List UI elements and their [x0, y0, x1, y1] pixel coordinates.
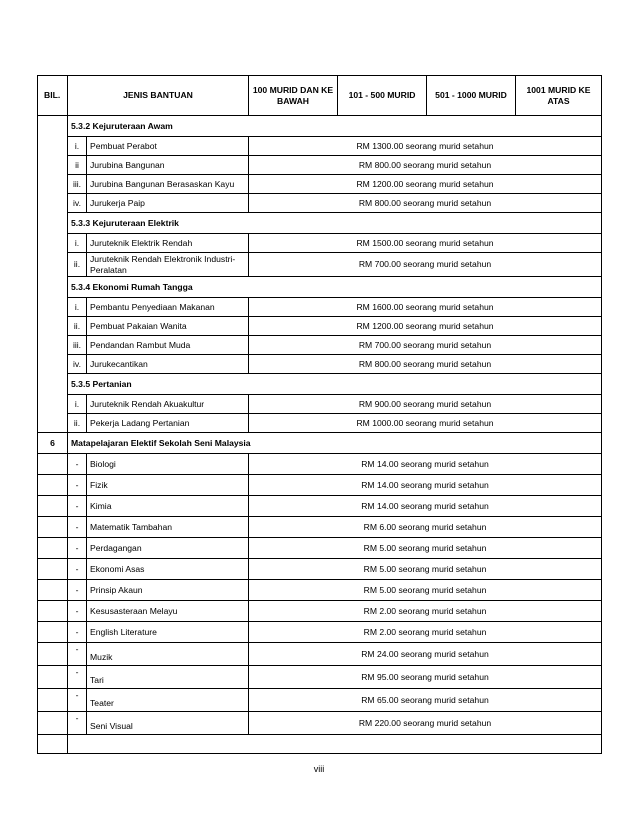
- table-row: [38, 298, 602, 317]
- row-number: i.: [68, 234, 87, 253]
- table-header-row: [38, 76, 602, 116]
- item-value: RM 5.00 seorang murid setahun: [249, 559, 602, 580]
- row-number: -: [68, 689, 87, 712]
- item-value: RM 95.00 seorang murid setahun: [249, 666, 602, 689]
- section-row: [38, 213, 602, 234]
- item-name: Juruteknik Rendah Akuakultur: [87, 395, 249, 414]
- item-value: RM 800.00 seorang murid setahun: [249, 355, 602, 374]
- row-number: iv.: [68, 355, 87, 374]
- table-row: [38, 454, 602, 475]
- section-row: [38, 116, 602, 137]
- table-row: [38, 253, 602, 277]
- header-1001-murid: 1001 MURID KE ATAS: [516, 76, 602, 116]
- row-number: i.: [68, 395, 87, 414]
- section-title: 5.3.2 Kejuruteraan Awam: [68, 116, 602, 137]
- row-number: i.: [68, 298, 87, 317]
- table-row: [38, 517, 602, 538]
- section-row: [38, 277, 602, 298]
- item-value: RM 6.00 seorang murid setahun: [249, 517, 602, 538]
- row-number: ii.: [68, 253, 87, 277]
- table-row: [38, 194, 602, 213]
- table-row: [38, 137, 602, 156]
- item-value: RM 700.00 seorang murid setahun: [249, 336, 602, 355]
- item-value: RM 1200.00 seorang murid setahun: [249, 317, 602, 336]
- item-name: Jurubina Bangunan Berasaskan Kayu: [87, 175, 249, 194]
- item-name: Seni Visual: [87, 712, 249, 735]
- item-value: RM 5.00 seorang murid setahun: [249, 580, 602, 601]
- item-name: Juruteknik Elektrik Rendah: [87, 234, 249, 253]
- table-row: [38, 643, 602, 666]
- table-row: [38, 666, 602, 689]
- table-row: [38, 559, 602, 580]
- table-row: [38, 712, 602, 735]
- row-number: -: [68, 496, 87, 517]
- row-number: iii.: [68, 336, 87, 355]
- section-title: Matapelajaran Elektif Sekolah Seni Malaysia: [68, 433, 602, 454]
- header-jenis-bantuan: JENIS BANTUAN: [68, 76, 249, 116]
- empty-row: [38, 735, 602, 754]
- page-number: viii: [313, 764, 325, 774]
- item-value: RM 2.00 seorang murid setahun: [249, 601, 602, 622]
- row-number: -: [68, 517, 87, 538]
- item-value: RM 14.00 seorang murid setahun: [249, 454, 602, 475]
- table-row: [38, 395, 602, 414]
- item-name: Juruteknik Rendah Elektronik Industri-Peralatan: [87, 253, 249, 277]
- item-name: Jurukecantikan: [87, 355, 249, 374]
- item-value: RM 700.00 seorang murid setahun: [249, 253, 602, 277]
- section-row: [38, 374, 602, 395]
- item-value: RM 5.00 seorang murid setahun: [249, 538, 602, 559]
- table-row: [38, 414, 602, 433]
- row-number: -: [68, 666, 87, 689]
- item-name: Ekonomi Asas: [87, 559, 249, 580]
- header-100-murid: 100 MURID DAN KE BAWAH: [249, 76, 338, 116]
- table-row: [38, 475, 602, 496]
- item-value: RM 1000.00 seorang murid setahun: [249, 414, 602, 433]
- table-row: [38, 234, 602, 253]
- table-row: [38, 496, 602, 517]
- table-row: [38, 622, 602, 643]
- table-row: [38, 156, 602, 175]
- table-row: [38, 336, 602, 355]
- table-row: [38, 538, 602, 559]
- item-name: Matematik Tambahan: [87, 517, 249, 538]
- section-number: 6: [38, 433, 68, 454]
- item-name: Pekerja Ladang Pertanian: [87, 414, 249, 433]
- row-number: -: [68, 454, 87, 475]
- row-number: ii: [68, 156, 87, 175]
- item-value: RM 220.00 seorang murid setahun: [249, 712, 602, 735]
- allocation-table: [37, 75, 602, 754]
- item-value: RM 900.00 seorang murid setahun: [249, 395, 602, 414]
- item-value: RM 800.00 seorang murid setahun: [249, 156, 602, 175]
- table-row: [38, 601, 602, 622]
- table-row: [38, 580, 602, 601]
- section-title: 5.3.3 Kejuruteraan Elektrik: [68, 213, 602, 234]
- table-row: [38, 175, 602, 194]
- section-row: [38, 433, 602, 454]
- item-name: English Literature: [87, 622, 249, 643]
- table-row: [38, 355, 602, 374]
- item-name: Jurubina Bangunan: [87, 156, 249, 175]
- row-number: -: [68, 580, 87, 601]
- item-name: Fizik: [87, 475, 249, 496]
- item-name: Pembantu Penyediaan Makanan: [87, 298, 249, 317]
- item-value: RM 14.00 seorang murid setahun: [249, 496, 602, 517]
- item-value: RM 14.00 seorang murid setahun: [249, 475, 602, 496]
- row-number: -: [68, 643, 87, 666]
- row-number: -: [68, 622, 87, 643]
- item-name: Kimia: [87, 496, 249, 517]
- header-101-500-murid: 101 - 500 MURID: [338, 76, 427, 116]
- item-name: Pendandan Rambut Muda: [87, 336, 249, 355]
- item-value: RM 1500.00 seorang murid setahun: [249, 234, 602, 253]
- item-name: Pembuat Pakaian Wanita: [87, 317, 249, 336]
- header-501-1000-murid: 501 - 1000 MURID: [427, 76, 516, 116]
- row-number: i.: [68, 137, 87, 156]
- item-name: Muzik: [87, 643, 249, 666]
- row-number: -: [68, 601, 87, 622]
- section-title: 5.3.4 Ekonomi Rumah Tangga: [68, 277, 602, 298]
- row-number: ii.: [68, 414, 87, 433]
- item-name: Pembuat Perabot: [87, 137, 249, 156]
- table-row: [38, 317, 602, 336]
- row-number: -: [68, 475, 87, 496]
- row-number: ii.: [68, 317, 87, 336]
- item-name: Tari: [87, 666, 249, 689]
- row-number: iv.: [68, 194, 87, 213]
- row-number: iii.: [68, 175, 87, 194]
- row-number: -: [68, 559, 87, 580]
- table-row: [38, 689, 602, 712]
- item-name: Biologi: [87, 454, 249, 475]
- item-value: RM 1300.00 seorang murid setahun: [249, 137, 602, 156]
- header-bil: BIL.: [38, 76, 68, 116]
- item-value: RM 800.00 seorang murid setahun: [249, 194, 602, 213]
- item-value: RM 1600.00 seorang murid setahun: [249, 298, 602, 317]
- item-value: RM 24.00 seorang murid setahun: [249, 643, 602, 666]
- row-number: -: [68, 538, 87, 559]
- item-name: Teater: [87, 689, 249, 712]
- row-number: -: [68, 712, 87, 735]
- item-value: RM 65.00 seorang murid setahun: [249, 689, 602, 712]
- item-name: Perdagangan: [87, 538, 249, 559]
- item-value: RM 2.00 seorang murid setahun: [249, 622, 602, 643]
- item-name: Jurukerja Paip: [87, 194, 249, 213]
- item-name: Kesusasteraan Melayu: [87, 601, 249, 622]
- item-name: Prinsip Akaun: [87, 580, 249, 601]
- item-value: RM 1200.00 seorang murid setahun: [249, 175, 602, 194]
- section-title: 5.3.5 Pertanian: [68, 374, 602, 395]
